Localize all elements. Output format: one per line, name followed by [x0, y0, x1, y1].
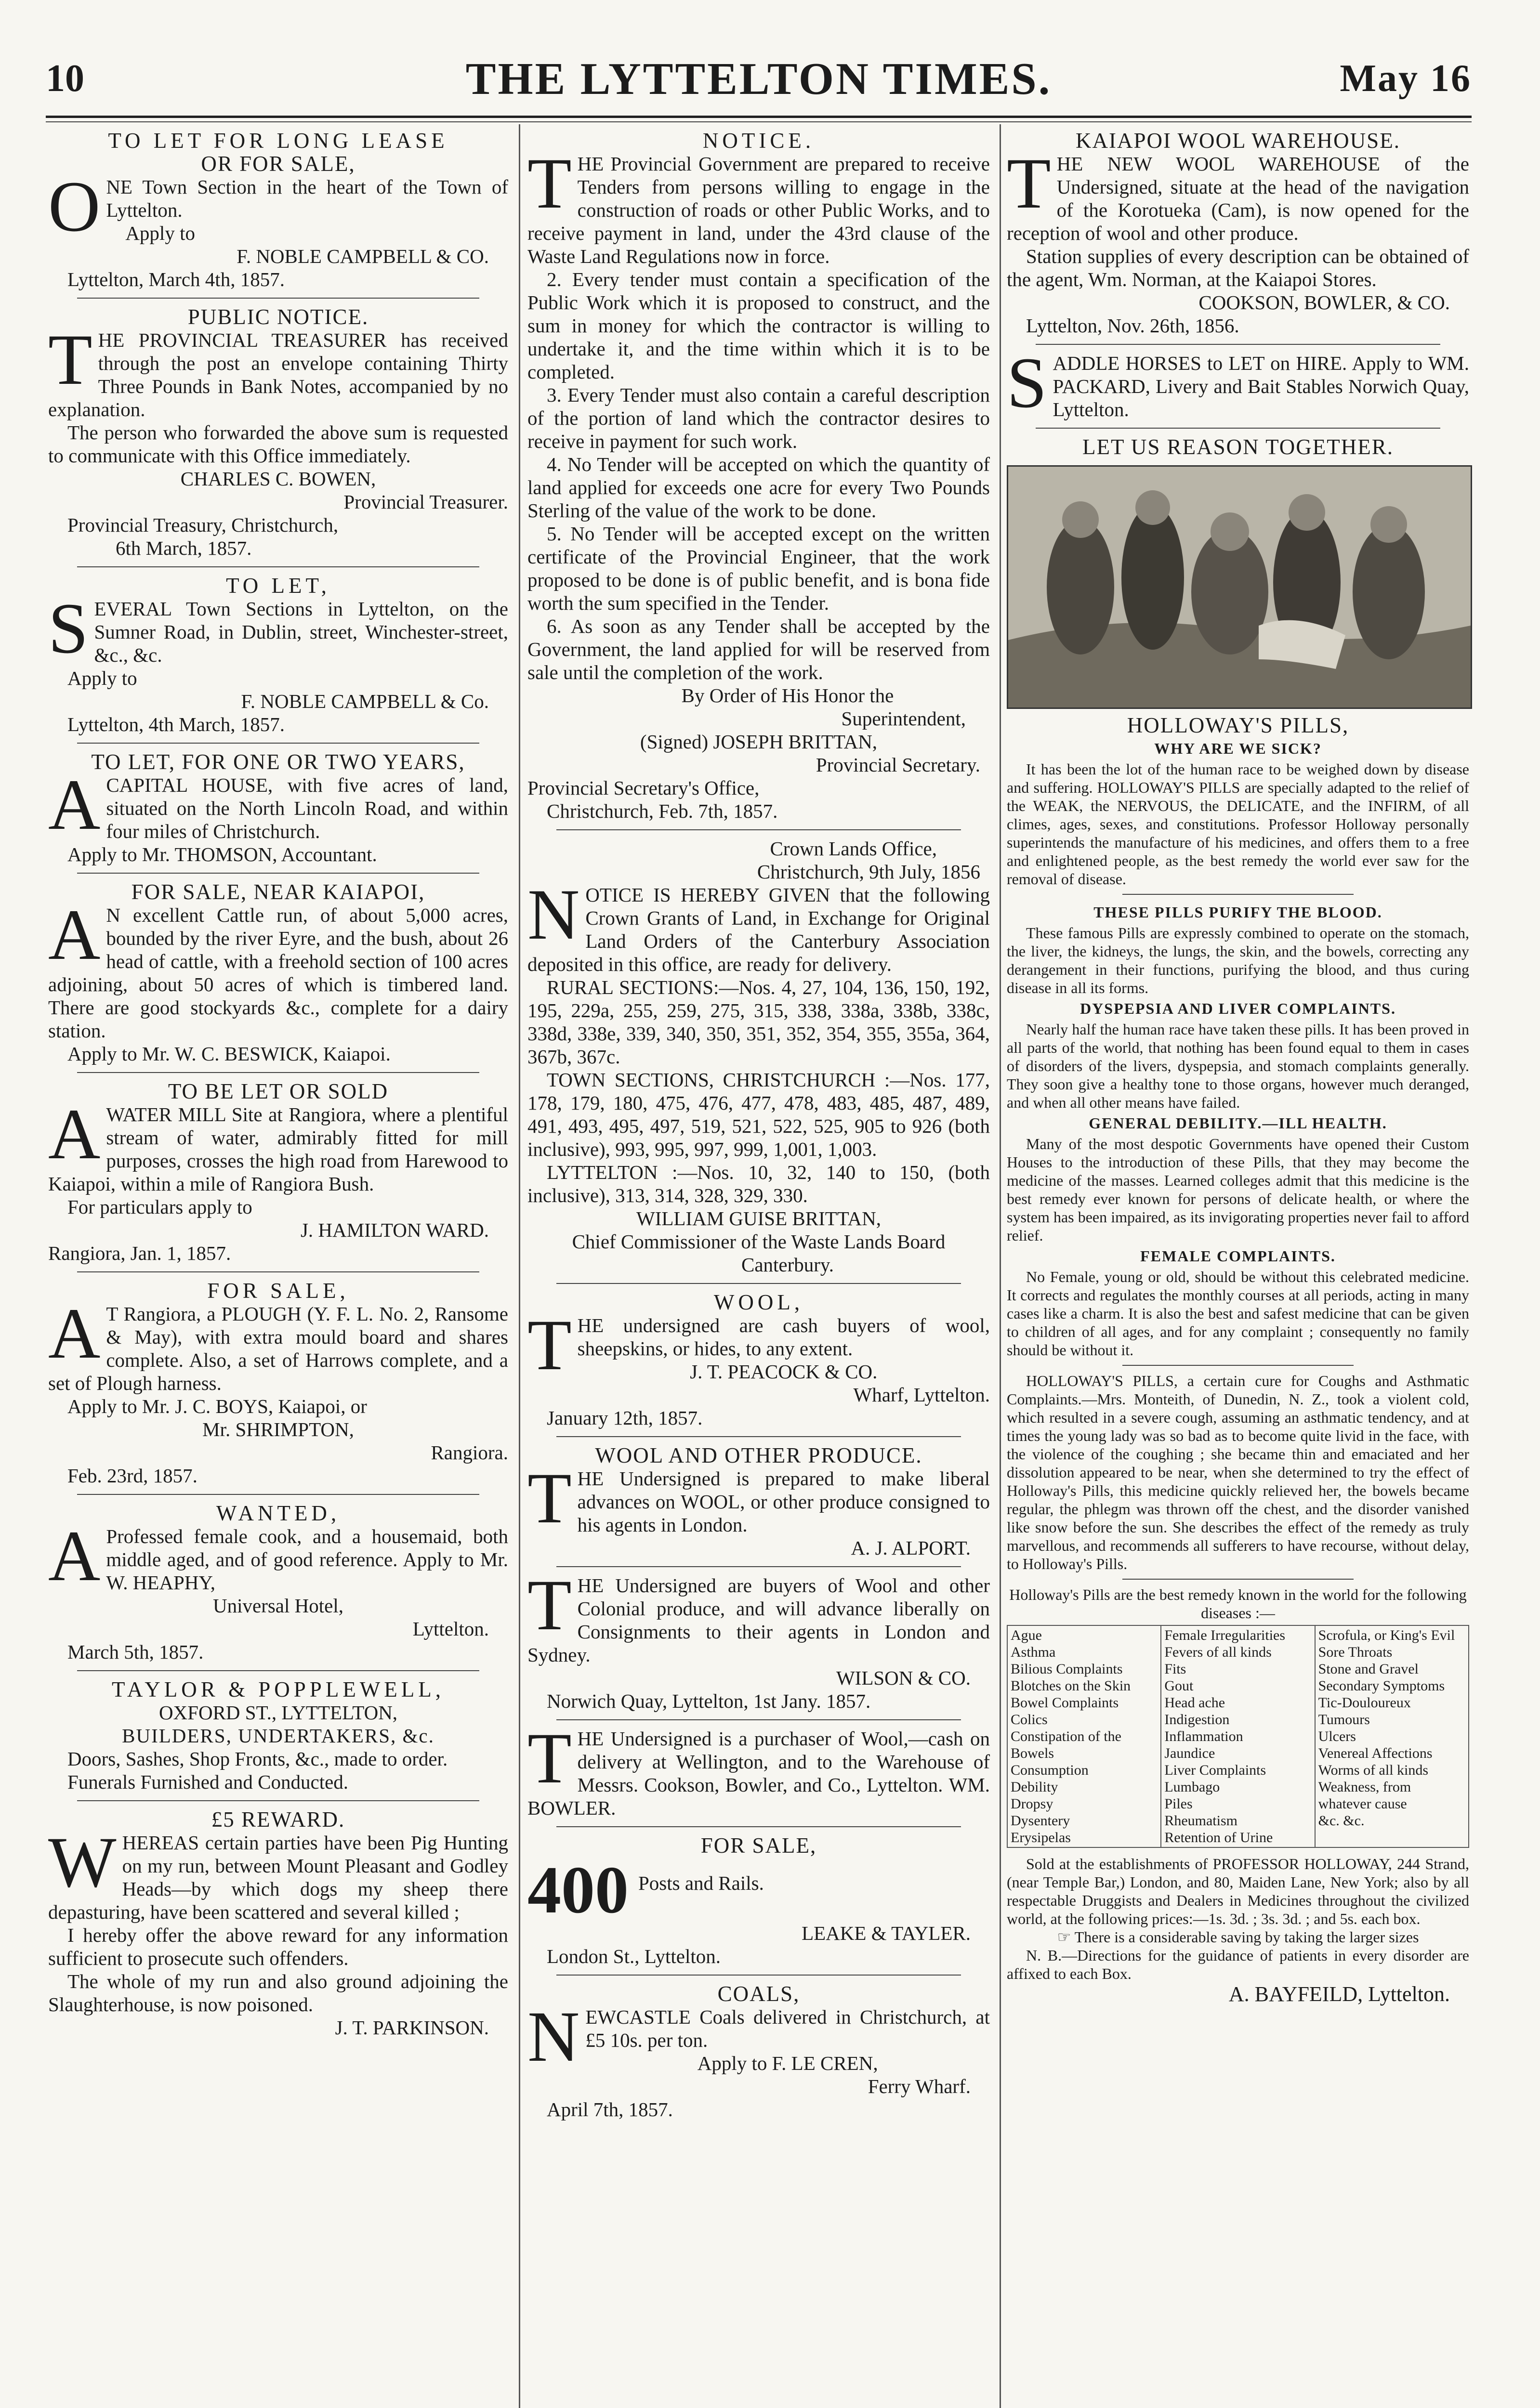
ad-date: January 12th, 1857.: [547, 1407, 703, 1429]
ad-signature: F. NOBLE CAMPBELL & CO.: [237, 245, 489, 267]
ad-heading: WOOL,: [713, 1290, 804, 1314]
ad-heading: KAIAPOI WOOL WAREHOUSE.: [1076, 129, 1400, 153]
ad-body: HE Provincial Government are prepared to receive Tenders from persons willing to engage in the construction of roads or other Public Works, and to receive payment in land, under the 43rd clause of the Waste Land Regulations now in force.: [527, 153, 990, 267]
disease-item: Stone and Gravel: [1318, 1661, 1419, 1677]
divider: [556, 1826, 961, 1827]
ad-body: Doors, Sashes, Shop Fronts, &c., made to order.: [67, 1748, 448, 1770]
posts-quantity: 400: [527, 1857, 629, 1922]
ad-body: NE Town Section in the heart of the Town of Lyttelton.: [106, 176, 508, 221]
disease-item: Fits: [1164, 1661, 1186, 1677]
disease-item: Scrofula, or King's Evil: [1318, 1627, 1455, 1643]
holloway-why-body: It has been the lot of the human race to be weighed down by disease and suffering. HOLLOWAY'S PILLS are specially adapted to the relief of the WEAK, the NERVOUS, the DELICATE, and the INFIRM, of all climes, ages, sexes, and constitutions. Professor Holloway personally superintends the manufacture of his medicines, and offers them to a free and enlightened people, as the best remedy the world ever saw for the removal of disease.: [1007, 760, 1469, 888]
column-1: [48, 129, 508, 2045]
disease-item: Constipation of the Bowels: [1011, 1728, 1121, 1761]
divider: [77, 298, 479, 299]
ad-public-notice: [48, 305, 508, 560]
disease-item: Bilious Complaints: [1011, 1661, 1123, 1677]
column-divider-2: [1000, 124, 1001, 2408]
ad-signature: J. T. PEACOCK & CO.: [690, 1361, 878, 1383]
disease-item: Venereal Affections: [1318, 1745, 1433, 1761]
drop-cap: T: [48, 320, 92, 400]
divider: [1036, 428, 1440, 429]
column-divider-1: [519, 124, 520, 2408]
ad-body: EWCASTLE Coals delivered in Christchurch, at £5 10s. per ton.: [585, 2006, 990, 2051]
ad-saddle-horses: [1007, 343, 1469, 423]
ad-signature-place: Canterbury.: [741, 1254, 834, 1276]
ad-heading: FOR SALE, NEAR KAIAPOI,: [131, 880, 425, 904]
ad-body: HE Undersigned is prepared to make liberal advances on WOOL, or other produce consigned to his agents in London.: [577, 1467, 990, 1536]
ad-date: Lyttelton, 4th March, 1857.: [67, 713, 285, 735]
disease-item: Jaundice: [1164, 1745, 1215, 1761]
ad-body-3: The whole of my run and also ground adjoining the Slaughterhouse, is now poisoned.: [48, 1970, 508, 2015]
ad-subheading: OR FOR SALE,: [201, 152, 355, 176]
ad-heading: £5 REWARD.: [211, 1807, 345, 1832]
ad-signature-2: Wharf, Lyttelton.: [853, 1384, 990, 1406]
disease-item: Erysipelas: [1011, 1830, 1071, 1845]
drop-cap: A: [48, 895, 101, 975]
ad-coals: [527, 1982, 990, 2121]
ad-place: Ferry Wharf.: [868, 2075, 971, 2097]
disease-item: Lumbago: [1164, 1779, 1220, 1795]
ad-trade: BUILDERS, UNDERTAKERS, &c.: [122, 1725, 434, 1747]
drop-cap: T: [527, 1458, 572, 1538]
divider: [77, 1072, 479, 1073]
holloway-purify-heading: THESE PILLS PURIFY THE BLOOD.: [1093, 903, 1382, 921]
ad-heading: PUBLIC NOTICE.: [187, 305, 369, 329]
disease-item: Consumption: [1011, 1762, 1089, 1778]
ad-address: OXFORD ST., LYTTELTON,: [158, 1701, 398, 1724]
holloway-debility-body: Many of the most despotic Governments have opened their Custom Houses to the introduction of these Pills, that they may become the medicine of the masses. Learned colleges admit that this medicine is the best remedy ever known for persons of delicate health, or where the system has been impaired, as its invigorating properties never fail to afford relief.: [1007, 1135, 1469, 1244]
ad-date: Rangiora, Jan. 1, 1857.: [48, 1242, 231, 1264]
ad-signature: F. NOBLE CAMPBELL & Co.: [241, 690, 489, 712]
ad-heading: FOR SALE,: [207, 1279, 349, 1303]
ad-wool: [527, 1291, 990, 1429]
ad-body: WATER MILL Site at Rangiora, where a plentiful stream of water, admirably fitted for mill purposes, crosses the high road from Harewood to Kaiapoi, within a mile of Rangiora Bush.: [48, 1103, 508, 1195]
drop-cap: A: [48, 1294, 101, 1374]
masthead-rule: [46, 116, 1472, 118]
ad-heading: FOR SALE,: [700, 1833, 817, 1858]
ad-signature: WM. BOWLER.: [527, 1774, 990, 1819]
divider: [556, 1283, 961, 1284]
ad-crown-lands: [527, 837, 990, 1276]
ad-body-2: Station supplies of every description can be obtained of the agent, Wm. Norman, at the Kaiapoi Stores.: [1007, 245, 1469, 290]
drop-cap: T: [1007, 144, 1051, 223]
drop-cap: N: [527, 875, 580, 955]
drop-cap: S: [48, 589, 89, 668]
disease-item: Weakness, from whatever cause: [1318, 1779, 1411, 1812]
ad-heading: TAYLOR & POPPLEWELL,: [112, 1677, 445, 1701]
ad-signature: LEAKE & TAYLER.: [802, 1922, 971, 1944]
town-label: TOWN SECTIONS, CHRISTCHURCH :—: [547, 1069, 910, 1091]
ad-body: HE PROVINCIAL TREASURER has received through the post an envelope containing Thirty Three Pounds in Bank Notes, accompanied by no explanation.: [48, 329, 508, 420]
ad-heading: TO LET,: [226, 574, 330, 598]
ad-particulars: For particulars apply to: [67, 1196, 252, 1218]
drop-cap: A: [48, 1516, 101, 1596]
ad-holloway-pills: [1007, 435, 1469, 2006]
ad-date: Christchurch, 9th July, 1856: [757, 861, 980, 883]
disease-item: Debility: [1011, 1779, 1058, 1795]
ad-body-2: I hereby offer the above reward for any information sufficient to prosecute such offenders.: [48, 1924, 508, 1969]
ad-apply: Apply to: [125, 222, 195, 244]
issue-date: May 16: [1340, 57, 1472, 100]
disease-item: Colics: [1011, 1712, 1048, 1727]
ad-signature: A. J. ALPORT.: [851, 1537, 971, 1559]
ad-body: HE NEW WOOL WAREHOUSE of the Undersigned, situate at the head of the navigation of the Korotueka (Cam), is now opened for the reception of wool and other produce.: [1007, 153, 1469, 244]
divider: [77, 1271, 479, 1272]
disease-item: Tic-Douloureux: [1318, 1695, 1411, 1711]
divider: [77, 873, 479, 874]
ad-apply: Apply to Mr. THOMSON, Accountant.: [67, 843, 377, 865]
ad-apply: Apply to Mr. J. C. BOYS, Kaiapoi, or: [67, 1395, 367, 1417]
page-number: 10: [46, 57, 84, 100]
holloway-female-heading: FEMALE COMPLAINTS.: [1140, 1247, 1336, 1265]
ad-body: HE Undersigned are buyers of Wool and other Colonial produce, and will advance liberally on Consignments to their agents in London and Sydney.: [527, 1574, 990, 1666]
holloway-saving: ☞ There is a considerable saving by taking the larger sizes: [1057, 1928, 1419, 1946]
engraving-illustration: [1007, 465, 1472, 709]
ad-apply: Apply to Mr. W. C. BESWICK, Kaiapoi.: [67, 1043, 391, 1065]
ad-body: HE Undersigned is a purchaser of Wool,—cash on delivery at Wellington, and to the Warehouse of Messrs. Cookson, Bowler, and Co., Lyttelton.: [577, 1727, 990, 1796]
ad-heading: WANTED,: [216, 1501, 341, 1525]
divider: [1122, 1579, 1354, 1580]
ad-date: Christchurch, Feb. 7th, 1857.: [547, 800, 778, 822]
masthead: [46, 53, 1472, 116]
ad-to-let: [48, 574, 508, 736]
ad-body-2: The person who forwarded the above sum is requested to communicate with this Office immediately.: [48, 421, 508, 467]
ad-wool-produce: [527, 1444, 990, 1559]
disease-item: Asthma: [1011, 1644, 1056, 1660]
drop-cap: W: [48, 1822, 117, 1902]
ad-signature: WILLIAM GUISE BRITTAN,: [636, 1207, 881, 1230]
disease-item: Piles: [1164, 1796, 1193, 1812]
ad-date: Lyttelton, March 4th, 1857.: [67, 268, 285, 290]
ad-order: By Order of His Honor the: [681, 684, 894, 707]
ad-heading: COALS,: [717, 1982, 800, 2006]
drop-cap: O: [48, 167, 101, 247]
holloway-directions: N. B.—Directions for the guidance of patients in every disorder are affixed to each Box.: [1007, 1947, 1469, 1982]
holloway-sold-at: Sold at the establishments of PROFESSOR HOLLOWAY, 244 Strand, (near Temple Bar,) London, and 80, Maiden Lane, New York; also by all respectable Druggists and Dealers in Medicines throughout the civilized world, at the following prices:—1s. 3d. ; 3s. 3d. ; and 5s. each box.: [1007, 1855, 1469, 1927]
disease-item: Blotches on the Skin: [1011, 1678, 1131, 1694]
disease-item: Female Irregularities: [1164, 1627, 1286, 1643]
column-3: [1007, 129, 1469, 2012]
holloway-best-remedy: Holloway's Pills are the best remedy known in the world for the following diseases :—: [1009, 1586, 1467, 1622]
disease-item: Retention of Urine: [1164, 1830, 1273, 1845]
masthead-rule-thin: [46, 121, 1472, 122]
disease-item: Worms of all kinds: [1318, 1762, 1429, 1778]
holloway-dyspepsia-heading: DYSPEPSIA AND LIVER COMPLAINTS.: [1080, 1000, 1396, 1017]
divider: [556, 1719, 961, 1720]
ad-heading: LET US REASON TOGETHER.: [1082, 435, 1394, 459]
disease-item: Fevers of all kinds: [1164, 1644, 1272, 1660]
disease-column-1: [1007, 1625, 1161, 1847]
ad-wanted: [48, 1502, 508, 1663]
ad-clause-3: 3. Every Tender must also contain a careful description of the portion of land which the contractor desires to receive in payment for such work.: [527, 384, 990, 452]
town-sections: Nos. 177, 178, 179, 180, 475, 476, 477, 478, 483, 485, 487, 489, 491, 493, 495, 497, 519, 521, 522, 525, 905 to 926 (both inclusive), 993, 995, 997, 999, 1,001, 1,003.: [527, 1069, 990, 1160]
ad-office: Provincial Secretary's Office,: [527, 777, 760, 799]
disease-item: Indigestion: [1164, 1712, 1230, 1727]
ad-signature: J. HAMILTON WARD.: [300, 1219, 489, 1241]
pointing-hand-icon: ☞: [1057, 1928, 1075, 1946]
lyttelton-sections: Nos. 10, 32, 140 to 150, (both inclusive), 313, 314, 328, 329, 330.: [527, 1161, 990, 1206]
divider: [1036, 344, 1440, 345]
divider: [77, 743, 479, 744]
ad-date: April 7th, 1857.: [547, 2098, 673, 2120]
ad-heading: TO BE LET OR SOLD: [168, 1079, 389, 1103]
ad-kaiapoi-wool-warehouse: [1007, 129, 1469, 337]
ad-body: Professed female cook, and a housemaid, both middle aged, and of good reference. Apply to Mr. W. HEAPHY,: [106, 1525, 508, 1594]
ad-apply: Apply to: [67, 667, 137, 689]
disease-item: Ulcers: [1318, 1728, 1356, 1744]
ad-date: Norwich Quay, Lyttelton, 1st Jany. 1857.: [547, 1690, 871, 1712]
ad-taylor-popplewell: [48, 1678, 508, 1793]
drop-cap: T: [527, 1305, 572, 1385]
ad-apply-2: Mr. SHRIMPTON,: [202, 1418, 354, 1440]
disease-item: Rheumatism: [1164, 1813, 1237, 1829]
ad-body: OTICE IS HEREBY GIVEN that the following Crown Grants of Land, in Exchange for Original Land Orders of the Canterbury Association deposited in this office, are ready for delivery.: [527, 884, 990, 975]
ad-body: CAPITAL HOUSE, with five acres of land, situated on the North Lincoln Road, and within four miles of Christchurch.: [106, 774, 508, 842]
ad-clause-2: 2. Every tender must contain a specification of the Public Work which it is proposed to construct, and the sum in money for which the contractor is willing to undertake it, and the time within which it is to be completed.: [527, 268, 990, 383]
holloway-agent: A. BAYFEILD, Lyttelton.: [1228, 1982, 1450, 2006]
disease-item: Tumours: [1318, 1712, 1370, 1727]
ad-reward: [48, 1808, 508, 2039]
ad-body: EVERAL Town Sections in Lyttelton, on the Sumner Road, in Dublin, street, Winchester-street, &c., &c.: [94, 598, 508, 666]
drop-cap: T: [527, 144, 572, 223]
ad-posts-rails: [527, 1834, 990, 1968]
ad-apply: Apply to F. LE CREN,: [697, 2052, 878, 2074]
ad-signature: CHARLES C. BOWEN,: [180, 468, 376, 490]
ad-clause-6: 6. As soon as any Tender shall be accepted by the Government, the land applied for will be reserved from sale until the completion of the work.: [527, 615, 990, 683]
divider: [556, 1566, 961, 1567]
ad-office: Crown Lands Office,: [770, 838, 937, 860]
drop-cap: T: [527, 1718, 572, 1798]
ad-order-2: Superintendent,: [841, 707, 966, 730]
divider: [1122, 1365, 1354, 1366]
lyttelton-label: LYTTELTON :—: [547, 1161, 698, 1183]
drop-cap: T: [527, 1565, 572, 1645]
ad-wilson: [527, 1565, 990, 1713]
disease-item: &c. &c.: [1318, 1813, 1365, 1829]
ad-body: T Rangiora, a PLOUGH (Y. F. L. No. 2, Ransome & May), with extra mould board and shares complete. Also, a set of Harrows complete, and a set of Plough harness.: [48, 1303, 508, 1394]
disease-column-3: [1315, 1625, 1469, 1847]
ad-date: Lyttelton, Nov. 26th, 1856.: [1026, 314, 1239, 337]
ad-signed-title: Provincial Secretary.: [816, 754, 980, 776]
newspaper-title: THE LYTTELTON TIMES.: [465, 54, 1052, 104]
drop-cap: A: [48, 765, 101, 845]
divider: [556, 829, 961, 830]
ad-date: March 5th, 1857.: [67, 1641, 204, 1663]
ad-place: Provincial Treasury, Christchurch,: [67, 514, 339, 536]
divider: [77, 1670, 479, 1671]
divider: [77, 1494, 479, 1495]
ad-signature-title: Provincial Treasurer.: [343, 491, 508, 513]
drop-cap: A: [48, 1094, 101, 1174]
rural-label: RURAL SECTIONS:—: [547, 976, 739, 998]
ad-water-mill: [48, 1080, 508, 1265]
disease-item: Sore Throats: [1318, 1644, 1393, 1660]
ad-heading: TO LET, FOR ONE OR TWO YEARS,: [91, 750, 465, 774]
divider: [1122, 894, 1354, 895]
holloway-purify-body: These famous Pills are expressly combined to operate on the stomach, the liver, the kidneys, the lungs, the skin, and the bowels, correcting any derangement in their functions, purifying the blood, and thus curing disease in all its forms.: [1007, 924, 1469, 996]
ad-body-2: Funerals Furnished and Conducted.: [67, 1771, 349, 1793]
divider: [556, 1436, 961, 1437]
disease-column-2: [1161, 1625, 1315, 1847]
ad-heading: NOTICE.: [702, 129, 815, 153]
holloway-female-body: No Female, young or old, should be without this celebrated medicine. It corrects and regulates the monthly courses at all periods, acting in many cases like a charm. It is also the best and safest medicine that can be given to children of all ages, and for any complaint ; consequently no family should be without it.: [1007, 1268, 1469, 1359]
disease-item: Dropsy: [1011, 1796, 1053, 1812]
divider: [77, 566, 479, 567]
ad-signed: (Signed) JOSEPH BRITTAN,: [640, 731, 878, 753]
disease-item: Liver Complaints: [1164, 1762, 1266, 1778]
holloway-why-heading: WHY ARE WE SICK?: [1154, 740, 1322, 757]
ad-signature-title: Chief Commissioner of the Waste Lands Board: [572, 1230, 946, 1253]
ad-tenders-notice: [527, 129, 990, 823]
disease-item: Inflammation: [1164, 1728, 1243, 1744]
column-2: [527, 129, 990, 2127]
disease-item: Secondary Symptoms: [1318, 1678, 1445, 1694]
divider: [77, 1800, 479, 1801]
ad-two-years: [48, 750, 508, 866]
ad-kaiapoi: [48, 880, 508, 1065]
holloway-title: HOLLOWAY'S PILLS,: [1127, 713, 1349, 737]
disease-table: [1007, 1625, 1469, 1848]
ad-body: ADDLE HORSES to LET on HIRE. Apply to WM. PACKARD, Livery and Bait Stables Norwich Quay, Lyttelton.: [1053, 352, 1469, 420]
holloway-testimonial: HOLLOWAY'S PILLS, a certain cure for Coughs and Asthmatic Complaints.—Mrs. Monteith, of Dunedin, N. Z., took a violent cold, which resulted in a severe cough, assuming an asthmatic tendency, and at times the young lady was so bad as to become quite livid in the face, with the violence of the coughing ; she became thin and emaciated and her dissolution appeared to be near, when she determined to try the effect of Holloway's Pills, this medicine quickly relieved her, the bowels became regular, the phlegm was thrown off the chest, and the disorder vanished like snow before the sun. She describes the effect of the remedy as truly marvellous, and recommends all sufferers to have recourse, without delay, to Holloway's Pills.: [1007, 1372, 1469, 1572]
ad-heading: TO LET FOR LONG LEASE: [108, 129, 448, 153]
ad-clause-5: 5. No Tender will be accepted except on the written certificate of the Provincial Engineer, that the work proposed to be done is of public benefit, and is bona fide worth the sum specified in the Tender.: [527, 523, 990, 614]
ad-body: HE undersigned are cash buyers of wool, sheepskins, or hides, to any extent.: [577, 1314, 990, 1360]
engraving-group-figures: [1008, 467, 1471, 707]
disease-item: Bowel Complaints: [1011, 1695, 1119, 1711]
ad-plough: [48, 1279, 508, 1487]
ad-long-lease: [48, 129, 508, 291]
posts-item: Posts and Rails.: [638, 1872, 764, 1894]
ad-bowler: [527, 1718, 990, 1819]
ad-signature: J. T. PARKINSON.: [335, 2016, 489, 2039]
disease-item: Head ache: [1164, 1695, 1225, 1711]
ad-date: 6th March, 1857.: [116, 537, 252, 559]
ad-date: Feb. 23rd, 1857.: [67, 1465, 197, 1487]
ad-address: London St., Lyttelton.: [547, 1945, 721, 1967]
ad-apply-3: Rangiora.: [431, 1441, 508, 1464]
drop-cap: N: [527, 1997, 580, 2077]
holloway-dyspepsia-body: Nearly half the human race have taken these pills. It has been proved in all parts of the world, that nothing has been found equal to them in cases of disorders of the livers, dyspepsia, and stomach complaints generally. They soon give a healthy tone to those organs, however much deranged, and when all other means have failed.: [1007, 1021, 1469, 1111]
ad-signature: WILSON & CO.: [836, 1667, 971, 1689]
disease-item: Dysentery: [1011, 1813, 1070, 1829]
divider: [556, 1975, 961, 1976]
drop-cap: S: [1007, 343, 1047, 423]
ad-heading: WOOL AND OTHER PRODUCE.: [595, 1443, 922, 1467]
rural-sections: Nos. 4, 27, 104, 136, 150, 192, 195, 229a, 255, 259, 275, 315, 338, 338a, 338b, 338c, 338d, 338e, 339, 340, 350, 351, 352, 354, 355, 355a, 364, 367b, 367c.: [527, 976, 990, 1068]
ad-line-2: Universal Hotel,: [213, 1595, 343, 1617]
ad-body: HEREAS certain parties have been Pig Hunting on my run, between Mount Pleasant and Godley Heads—by which dogs my sheep there depasturing, have been scattered and several killed ;: [48, 1832, 508, 1923]
disease-item: Ague: [1011, 1627, 1042, 1643]
disease-item: Gout: [1164, 1678, 1194, 1694]
ad-clause-4: 4. No Tender will be accepted on which the quantity of land applied for exceeds one acre for every Two Pounds Sterling of the value of the work to be done.: [527, 453, 990, 522]
ad-line-3: Lyttelton.: [412, 1618, 489, 1640]
ad-body: N excellent Cattle run, of about 5,000 acres, bounded by the river Eyre, and the bush, about 26 head of cattle, with a freehold section of 100 acres adjoining, about 50 acres of which is timbered land. There are good stockyards &c., complete for a dairy station.: [48, 904, 508, 1042]
holloway-debility-heading: GENERAL DEBILITY.—ILL HEALTH.: [1089, 1114, 1387, 1132]
ad-signature: COOKSON, BOWLER, & CO.: [1198, 291, 1450, 314]
